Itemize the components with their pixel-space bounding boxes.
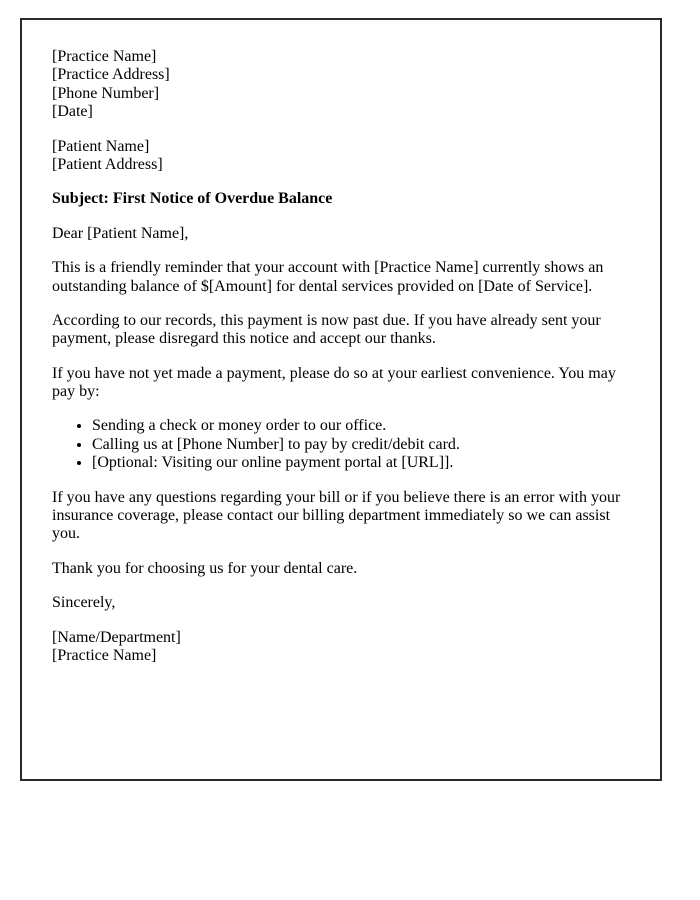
subject-line: Subject: First Notice of Overdue Balance [52, 190, 333, 208]
signature-name-department: [Name/Department] [52, 628, 181, 646]
paragraph-thanks: Thank you for choosing us for your dental care. [52, 559, 358, 577]
list-item-check: • Sending a check or money order to our office. [92, 417, 630, 435]
sender-practice-name: [Practice Name] [52, 48, 157, 65]
paragraph-payment-intro: If you have not yet made a payment, please do so at your earliest convenience. You may pay by: [52, 364, 616, 401]
recipient-patient-address: [Patient Address] [52, 155, 163, 173]
letter-document [20, 18, 662, 781]
recipient-block [52, 138, 630, 175]
recipient-patient-name: [Patient Name] [52, 137, 150, 155]
list-item-portal: • [Optional: Visiting our online payment portal at [URL]]. [92, 454, 630, 472]
signature-practice-name: [Practice Name] [52, 646, 157, 664]
closing-line: Sincerely, [52, 594, 116, 612]
paragraph-reminder: This is a friendly reminder that your account with [Practice Name] currently shows an outstanding balance of $[Amount] for dental services provided on [Date of Service]. [52, 259, 604, 295]
paragraph-questions: If you have any questions regarding your bill or if you believe there is an error with your insurance coverage, please contact our billing department immediately so we can assist you. [52, 488, 621, 543]
signature-block [52, 629, 630, 666]
letter-date: [Date] [52, 103, 93, 121]
greeting-line: Dear [Patient Name], [52, 224, 189, 242]
payment-options-list [52, 417, 630, 472]
sender-practice-address: [Practice Address] [52, 66, 170, 84]
list-item-phone: • Calling us at [Phone Number] to pay by credit/debit card. [92, 436, 630, 454]
sender-phone-number: [Phone Number] [52, 84, 160, 102]
paragraph-past-due: According to our records, this payment is now past due. If you have already sent your payment, please disregard this notice and accept our thanks. [52, 311, 601, 348]
sender-block [52, 48, 630, 122]
